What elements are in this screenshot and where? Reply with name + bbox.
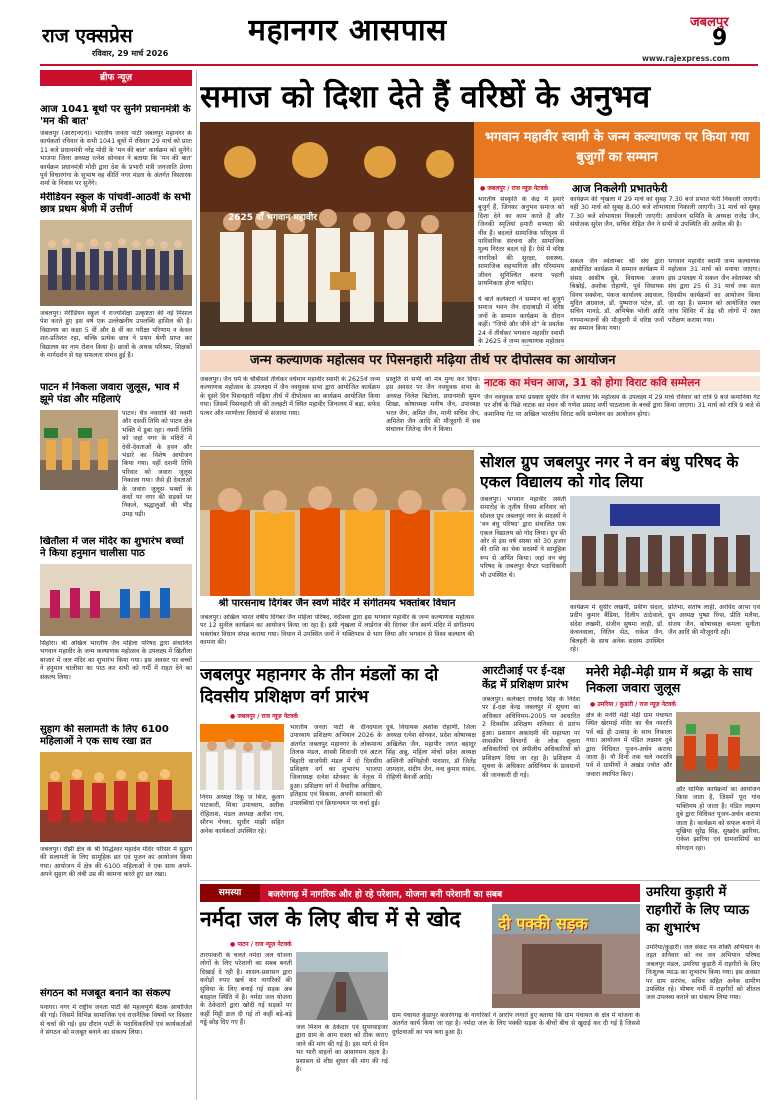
social-group-body2: कार्यक्रम में सुधीर लखमी, प्रवीण संदल, प्रदीप कुमार बैंडिया, दिलीप ठाठेवाले, संदेश लखमी, संजीव सुषमा लाही, डॉ. कंचनवाला, नितिन सेठ, राकेश जैन, बिलहरी के साथ अनेक सदस्य उपस्थित रहे। — [570, 604, 664, 654]
road-photo — [296, 952, 388, 1020]
website[interactable]: www.rajexpress.com — [642, 54, 730, 63]
training-body-col2: दुबे, विधायक अशोक रोहाणी, जिला अध्यक्ष रत्नेश सोनकर, प्रदेश कोषाध्यक्ष अखिलेश जैन, महापौर जगत बहादुर सिंह अन्नू, महिला मोर्चा प्रदेश अध्यक्ष अश्विनी अग्निहोत्री पाराशर, डॉ जितेंद्र जामदार, संदीप जैन, नन्द कुमार यादव, रोहिणी बैनर्जी आदि। — [386, 724, 476, 782]
jawara-byline: ● उमरिया / कुडारी / राज न्यूज़ नेटवर्क — [590, 701, 676, 708]
training-body-col3: निगम अध्यक्ष रिंकू ज बिज, कुलग पाटकारी, मिथा उपाध्याय, अतीक रोहिताश, मंडल अध्यक्ष अतीश राय, सौरभ नेगवा, सुधीर मांझी सहित अनेक कार्यकर्ता उपस्थित रहे। — [200, 794, 284, 835]
social-group-body: जबलपुर। भगवान महावीर जयंती समारोह के तृतीय दिवस शनिवार को सोशल ग्रुप जबलपुर नगर के सदस्यों ने 'वन बंधु परिषद' द्वारा संचालित एक एकल विद्यालय को गोद लिया। ग्रुप की ओर से इस वर्ष संस्था को 30 हजार की राशि का चेक सदस्यों ने सामूहिक रूप से अर्पित किया। जहां वन बंधु परिषद के जबलपुर चैप्टर पदाधिकारी भी उपस्थित थे। — [480, 496, 566, 579]
samasya-photo-overlay: दी पक्की सड़क — [498, 914, 588, 933]
brief-news-sidebar — [40, 70, 192, 1100]
samasya-strip-headline: बजरंगगढ़ में नागरिक और हो रहे परेशान, योजना बनी परेशानी का सबब — [268, 890, 503, 900]
story-headline: सुहाग की सलामती के लिए 6100 महिलाओं ने एक साथ रखा व्रत — [40, 724, 169, 747]
news-photo — [40, 564, 192, 636]
training-photo — [200, 724, 284, 790]
news-photo — [40, 752, 192, 842]
samasya-body-col2: जल मिशन के ठेकेदार एवं सुपरवाइजर द्वारा ग्राम के आम रास्ता को ठीक कराए जाने की मांग की गई है। इस मार्ग से दिन भर भारी वाहनों का आवागमन रहता है। प्रशासन से शीघ्र सुधार की मांग की गई है। — [296, 1024, 388, 1074]
natak-headline: नाटक का मंचन आज, 31 को होगा विराट कवि सम्मेलन — [484, 376, 760, 391]
samasya-body-col3: ग्राम पंचायत कुंडापुर बजरंगगढ़ के नागरिकों ने आरोप लगाते हुए बताया कि ग्राम पंचायत के क्षेत्र में योजना के अंतर्गत कार्य किया जा रहा है। नर्मदा जल के लिए पक्की सड़क के बीचों बीच से खुदाई कर दी गई है जिससे दुर्घटनाओं का भय बना हुआ है। — [392, 1012, 640, 1036]
training-body-col1: भारतीय जनता पार्टी के दीनदयाल उपाध्याय प्रशिक्षण अभियान 2026 के अंतर्गत जबलपुर महानगर के लोकमान्य तिलक मंडल, शास्त्री शिवाजी एवं अटल बिहारी वाजपेयी मंडल में दो दिवसीय प्रशिक्षण वर्ग का शुभारंभ भाजपा जिलाध्यक्ष रत्नेश सोनकर के नेतृत्व में हुआ। प्रशिक्षण वर्ग में वैचारिक अधिष्ठान, इतिहास एवं विकास, अपनी सरकारों की उपलब्धियां एवं क्रियान्वयन पर चर्चा हुई। — [290, 724, 382, 807]
lead-body-col3: सकल जैन श्वेताम्बर श्री संघ द्वारा आयोजित कार्यक्रम में सम्मान कार्यक्रम में संसद आशीष दुबे, विधायक अजय बिश्नोई, अशोक रोहाणी, पूर्व विधायक विनय सक्सेना, पंकज कार्यालय अग्रवाल, मुदित अग्रवाल, डॉ. पुष्पराज पटेल, डॉ. सचिन मानडे, डॉ. अभिषेक भोली आदि गणमान्यजनों की मौजूदगी में वरिष्ठ जनों का सम्मान किया गया। — [570, 258, 664, 333]
lead-body-col4: भगवान महावीर स्वामी जन्म कल्याणक महोत्सव 31 मार्च को मनाया जाएगा। इस उपलक्ष्य में सकल जैन श्वेताम्बर श्री संघ द्वारा 25 से 31 मार्च तक सात दिवसीय कार्यक्रमों का आयोजन किया जा रहा है। सम्मान को आयोजित रक्त जांच शिविर में डेढ़ सौ लोगों में रक्त परीक्षण कराया गया। — [668, 258, 760, 324]
lead-byline: ● जबलपुर / राज न्यूज़ नेटवर्क — [480, 185, 549, 192]
pisanhari-headline: जन्म कल्याणक महोत्सव पर पिसनहारी मढ़िया तीर्थ पर दीपोत्सव का आयोजन — [250, 353, 616, 368]
story-body: पाटन। चैत्र नवरात्रि की नवमीं और दसवीं तिथि को पाटन क्षेत्र भक्ति में डूबा रहा। नवमीं तिथि को जहां नगर के मंदिरों में देवी-देवताओं के हवन और भंडारे का विशेष आयोजन किया गया। वहीं दशमी तिथि परिवार को जवारा जुलूस निकाला गया। जैसे ही देवताओं के जवारा जुलूस भक्तों के कंधों पर नगर की सड़कों पर निकले, श्रद्धालुओं की भीड़ उमड़ पड़ी। — [122, 410, 192, 518]
story-headline: खितौला में जल मंदिर का शुभारंभ बच्चों ने किया हनुमान चालीसा पाठ — [40, 536, 184, 559]
paper-name: राज एक्सप्रेस — [42, 25, 133, 47]
samasya-body-col1: तारपाकरी के चलते नर्मदा जल योजना लोगों के लिए परेशानी का सबब बनती दिखाई दे रही है। शासन-प्रशासन द्वारा करोड़ों रुपए खर्च कर नागरिकों की सुविधा के लिए बनाई गई सड़क अब बदहाल स्थिति में है। नर्मदा जल योजना के ठेकेदारों द्वारा खोदी गई सड़कों पर कहीं मिट्टी डाल दी गई तो कहीं बड़े-बड़े गड्ढे छोड़ दिए गए हैं। — [200, 952, 292, 1027]
city-label: जबलपुर — [690, 15, 729, 30]
jawara-headline: मनेरी मेढ़ी-मेढ़ी ग्राम में श्रद्धा के साथ निकला जवारा जुलूस — [586, 664, 753, 695]
training-headline: जबलपुर महानगर के तीन मंडलों का दो दिवसीय प्रशिक्षण वर्ग प्रारंभ — [200, 665, 439, 707]
section-title: महानगर आसपास — [248, 13, 447, 48]
lead-body-col2: ये बातें कलेक्टरों ने सम्मान को बुजुर्ग समाज भवन जैन दादाबाड़ी में वरिष्ठ जनों के सम्मान कार्यक्रम के दौरान कहीं। "जियो और जीने दो" के प्रवर्तक 24 वें तीर्थंकर भगवान महावीर स्वामी के 2625 वें जन्म कल्याणक महोत्सव — [478, 296, 564, 346]
social-group-photo — [570, 496, 760, 600]
masthead — [0, 0, 778, 68]
rti-headline: आरटीआई पर ई-दक्ष केंद्र में प्रशिक्षण प्रारंभ — [482, 664, 569, 691]
page-number: 9 — [712, 26, 728, 51]
pisanhari-banner — [200, 350, 760, 372]
samasya-byline: ● पाटन / राज न्यूज़ नेटवर्क — [230, 941, 292, 948]
story-body: जबलपुर। मेरीडियन स्कूल ने राज्यशिक्षा उत्कृष्टता की नई मिसाल पेश करते हुए इस वर्ष एक उल्लेखनीय उपलब्धि हासिल की है। विद्यालय का कक्षा 5 वीं और 8 वीं का परीक्षा परिणाम न केवल शत-प्रतिशत रहा, बल्कि प्रत्येक छात्र ने प्रथम श्रेणी प्राप्त कर विद्यालय का नाम रोशन किया है। छात्रों के अथक परिश्रम, शिक्षकों के मार्गदर्शन से यह सफलता संभव हुई है। — [40, 310, 192, 360]
jawara-photo — [676, 712, 760, 782]
prabhatferi-headline: आज निकलेगी प्रभातफेरी — [572, 183, 668, 195]
story-headline: मेरीडियन स्कूल के पांचवीं-आठवीं के सभी छात्र प्रथम श्रेणी में उत्तीर्ण — [40, 192, 191, 215]
story-body: सिहोरा। श्री अखिल भारतीय जैन महिला परिषद द्वारा संचालित भगवान महावीर के जन्म कल्याणक महोत्सव के उपलक्ष्य में खितौला बाजार में जल मंदिर का शुभारंभ किया गया। इस अवसर पर बच्चों ने हनुमान चालीसा का पाठ कर सभी को गर्मी में राहत देने का संकल्प लिया। — [40, 640, 192, 681]
lead-subhead — [474, 122, 760, 178]
pisanhari-body-col1: जबलपुर। जैन धर्म के चौबीसवें तीर्थंकर वर्धमान महावीर स्वामी के 2625वें जन्म कल्याणक महोत्सव के उपलक्ष्य में जैन नवयुवक सभा द्वारा आयोजित कार्यक्रम के दूसरे दिन पिसनहारी मढ़िया तीर्थ में दीपोत्सव का कार्यक्रम आयोजित किया गया। जिसमें पिसनहारी जी की तलहटी में स्थित महावीर जिनालय में बड़ा, सफेद पत्थर और मरणोत्तर विधानों से सजाया गया। — [200, 376, 380, 417]
social-group-headline: सोशल ग्रुप जबलपुर नगर ने वन बंधु परिषद के एकल विद्यालय को गोद लिया — [480, 453, 739, 491]
prabhatferi-body: कार्यक्रम की शृंखला में 29 मार्च को सुबह 7.30 बजे प्रभात फेरी निकाली जाएगी। वहीं 30 मार्च को सुबह 8.00 बजे शोभायात्रा निकाली जाएगी। 31 मार्च को सुबह 7.30 बजे शोभायात्रा निकाली जाएगी। आयोजन समिति के अध्यक्ष राजेंद्र जैन, संयोजक सुरेश जैन, सचिव रोहित जैन ने सभी से उपस्थिति की अपील की है। — [570, 196, 760, 229]
natak-body: जैन नवयुवक सभा प्रवक्ता सुधीर जैन ने बताया कि महोत्सव के उपलक्ष्य में 29 मार्च रविवार को रात्रि 9 बजे कमानिया गेट पर शीर्ष के पिछे नाटक का मंचन श्री गणेश प्रसाद वर्णी पाठशाला के बच्चों द्वारा किया जाएगा। 31 मार्च को रात्रि 9 बजे से कमानिया गेट पर अखिल भारतीय विराट कवि सम्मेलन का आयोजन होगा। — [484, 394, 760, 418]
pisanhari-body-col2: प्रस्तुति से सभी को मंत्र मुग्ध कर दिया। इस अवसर पर जैन नवयुवक सभा के अध्यक्ष निलेश बिटोला, प्रधानमंत्री सुमन शिखा, कोषाध्यक्ष मनीष जैन, उपाध्यक्ष भरत जैन, अमित जैन, मानी सचिव जैन, अमितेश जैन आदि की मौजूदगी में सब संचालन जितेन्द्र जैन ने किया। — [386, 376, 480, 434]
issue-date: रविवार, 29 मार्च 2026 — [92, 49, 169, 58]
lead-subhead-text: भगवान महावीर स्वामी के जन्म कल्याणक पर किया गया बुजुर्गों का सम्मान — [484, 130, 750, 165]
umaria-body: उमरिया/कुड़ारी। जल संकट नव शक्ति अभियान के तहत शनिवार को नव जन अभियान परिषद जबलपुर मंडल, उमरिया कुड़ारी में राहगीरों के लिए निःशुल्क प्याऊ का शुभारंभ किया गया। इस अवसर पर ग्राम सरपंच, सचिव सहित अनेक ग्रामीण उपस्थित रहे। भीषण गर्मी में राहगीरों को शीतल जल उपलब्ध कराने का संकल्प लिया गया। — [646, 944, 760, 1002]
column-divider — [196, 70, 197, 1100]
samasya-label: समस्या — [200, 884, 260, 902]
parasnath-photo — [200, 450, 474, 596]
samasya-headline: नर्मदा जल के लिए बीच में से खोद — [200, 907, 461, 931]
story-body: पनागर। नगर में राष्ट्रीय जनता पार्टी की महत्वपूर्ण बैठक आयोजित की गई। जिसमें विभिन्न सामाजिक एवं राजनैतिक विषयों पर विस्तार से चर्चा की गई। इस दौरान पार्टी के पदाधिकारियों एवं कार्यकर्ताओं ने संगठन को मजबूत बनाने का संकल्प लिया। — [40, 1004, 192, 1037]
lead-headline: समाज को दिशा देते हैं वरिष्ठों के अनुभव — [200, 79, 651, 115]
jawara-body: क्षेत्र के मनेरी मेढ़ी मेढ़ी ग्राम पंचायत स्थित खेरमाई मंदिर का चैत्र नवरात्रि पर्व बड़े ही उत्साह के साथ निकाला गया। आयोजन में पंडित लक्ष्मण दुबे द्वारा विधिवत पूजन-अर्चन कराया जाता है। नौ दिनों तक चले नवरात्रि पर्व में ग्रामीणों ने अखंड ज्योत और जवारा स्थापित किए। — [586, 712, 672, 778]
brief-news-label: ब्रीफ न्यूज़ — [40, 70, 192, 86]
story-headline: संगठन को मजबूत बनाने का संकल्प — [40, 988, 171, 999]
news-photo — [40, 410, 118, 490]
lead-photo — [200, 122, 474, 346]
jawara-body2: और धार्मिक कार्यक्रमों का आयोजन किया जाता है, जिसमें पूरा गांव भक्तिमय हो जाता है। पंडित लक्ष्मण दुबे द्वारा विधिवत पूजन-अर्चन कराया जाता है। कार्यक्रम को सफल बनाने में मुखिया सुरेंद्र सिंह, सुखदेव झारिया, राकेश झारिया एवं ग्रामवासियों का योगदान रहा। — [676, 786, 760, 852]
samasya-strip — [200, 884, 640, 902]
lead-body-col1: भारतीय संस्कृति के केंद्र में हमारे बुजुर्ग हैं, जिनका अनुभव समाज को दिशा देने का काम करते हैं और जिनकी स्मृतियां हमारी सभ्यता की नींव हैं। बदलते सामाजिक परिदृश्य में पारिवारिक संरचना और सामाजिक मूल्य निरंतर बदल रहे हैं। ऐसे में वरिष्ठ नागरिकों की सुरक्षा, स्वास्थ्य, सामाजिक सहभागिता और गरिमामय जीवन सुनिश्चित करना पहली प्राथमिकता होना चाहिए। — [478, 196, 564, 288]
story-body: जबलपुर। राँझी क्षेत्र के श्री सिद्धेश्वर महादेव मंदिर परिसर में सुहाग की सलामती के लिए सामूहिक व्रत एवं पूजन का आयोजन किया गया। आयोजन में क्षेत्र की 6100 महिलाओं ने एक साथ अपने-अपने सुहाग की लंबी उम्र की कामना करते हुए व्रत रखा। — [40, 846, 192, 879]
section-divider — [200, 661, 760, 662]
training-byline: ● जबलपुर / राज न्यूज़ नेटवर्क — [230, 713, 299, 720]
natak-box — [480, 376, 760, 442]
parasnath-body: जबलपुर। अखिल भारत वर्षीय दिगंबर जैन महिला परिषद, नंदीश्वर द्वारा इस भगवान महावीर के जन्म कल्याणक महोत्सव पर 12 सुनील कार्यक्रम का आयोजन किया जा रहा है। इसी शृंखला में लार्डगंज की दिगंबर जैन स्वर्ण मंदिर में संगीतमय भक्तांबर विधान संपन्न कराया गया। विधान में उपस्थित जनों ने भक्तिभाव से भाग लिया और भगवान से विश्व कल्याण की कामना की। — [200, 614, 474, 647]
samasya-photo — [492, 904, 640, 1008]
rti-body: जबलपुर। कलेक्टर राघवेंद्र सिंह के निर्देश पर ई-दक्ष केन्द्र जबलपुर में सूचना का अधिकार अधिनियम-2005 पर आधारित 2 दिवसीय प्रशिक्षण शनिवार से प्रारंभ हुआ। प्रशासन अकादमी की सहायता पर शासकीय विभागों के लोक सूचना अधिकारियों एवं अपीलीय अधिकारियों को प्रशिक्षण दिया जा रहा है। प्रशिक्षण में सूचना के अधिकार अधिनियम के प्रावधानों की जानकारी दी गई। — [482, 696, 580, 779]
parasnath-caption: श्री पारसनाथ दिगंबर जैन स्वर्ण मंदिर में संगीतमय भक्तांबर विधान — [218, 598, 456, 609]
section-divider — [200, 880, 760, 881]
news-photo — [40, 220, 192, 306]
social-group-body3: प्रतिभा, संतोष लाही, अरविंद आभा एवं ग्रुप अध्यक्ष पुष्प्रा रिंग्स, प्रीति मलैया, संजय जैन, कोषाध्यक्ष कमला सुनीता जैन आदि की मौजूदगी रही। — [668, 604, 760, 637]
story-headline: पाटन में निकला जवारा जुलूस, भाव में झूमे पंडा और महिलाएं — [40, 382, 180, 405]
section-divider — [200, 446, 760, 447]
photo-caption: 2625 वाँ भगवान महावीर — [228, 213, 318, 223]
story-body: जबलपुर (आरएनएन)। भारतीय जनता पार्टी जबलपुर महानगर के कार्यकर्ता रविवार के सभी 1041 बूथों में रविवार 29 मार्च को प्रातः 11 बजे प्रधानमंत्री नरेंद्र मोदी के 'मन की बात' कार्यक्रम को सुनेंगे। भाजपा जिला अध्यक्ष रत्नेश सोनकर ने बताया कि 'मन की बात' कार्यक्रम प्रधानमंत्री मोदी द्वारा देश के प्रभारी मंत्री जनजाति प्रेरणा पूर्व विचारगंगा के सुभाष वह कीर्ति नगर मंडल के अंतर्गत विस्तारक शर्मा के निवास पर सुनेंगे। — [40, 130, 192, 188]
masthead-rule — [40, 64, 758, 66]
story-headline: आज 1041 बूथों पर सुनेंगे प्रधानमंत्री के 'मन की बात' — [40, 104, 191, 127]
umaria-headline: उमरिया कुड़ारी में राहगीरों के लिए प्याऊ का शुभारंभ — [646, 885, 749, 936]
